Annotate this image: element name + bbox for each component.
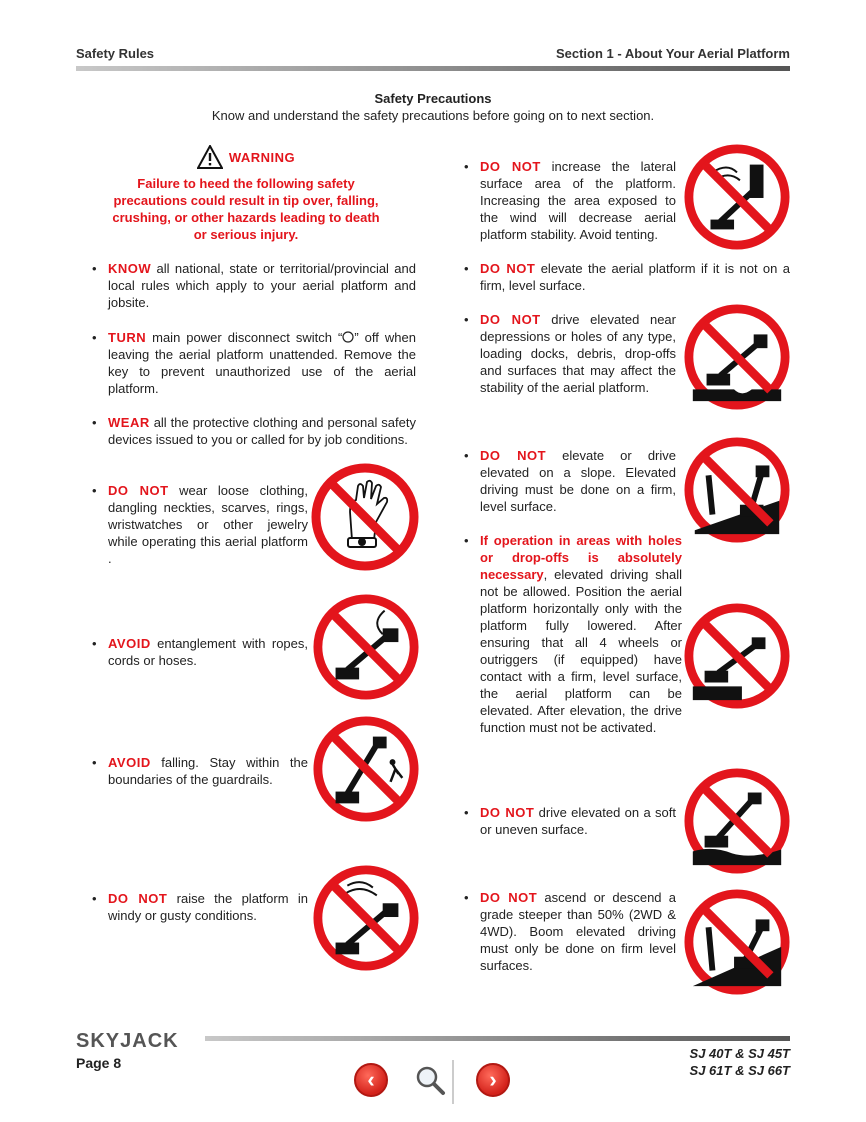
keyword: AVOID xyxy=(108,755,151,770)
no-soft-surface-sign-icon xyxy=(683,767,791,875)
list-item xyxy=(92,329,416,397)
drop-off-sign-icon xyxy=(683,602,791,710)
footer-rule xyxy=(205,1036,790,1041)
page-number: Page 8 xyxy=(76,1055,122,1071)
item-text: ascend or descend a grade steeper than 50% (2WD & 4WD). Boom elevated driving must only be done on firm level surfaces. xyxy=(480,890,676,973)
keyword: DO NOT xyxy=(480,159,541,174)
header-section-right: Section 1 - About Your Aerial Platform xyxy=(555,46,790,61)
keyword: DO NOT xyxy=(480,312,541,327)
list-item xyxy=(464,311,676,396)
list-item xyxy=(92,890,308,924)
no-tenting-sign-icon xyxy=(683,143,791,251)
keyword: WEAR xyxy=(108,415,150,430)
model-line-2: SJ 61T & SJ 66T xyxy=(689,1063,790,1078)
list-item xyxy=(464,447,676,515)
keyword: DO NOT xyxy=(480,448,547,463)
keyword: TURN xyxy=(108,330,147,345)
item-text: wear loose clothing, dangling neckties, scarves, rings, wristwatches or other jewelry while operating this aerial platform . xyxy=(108,483,308,566)
item-text: main power disconnect switch “ xyxy=(146,330,343,345)
bullet: • xyxy=(92,483,97,498)
no-falling-sign-icon xyxy=(312,715,420,823)
keyword: AVOID xyxy=(108,636,151,651)
warning-label: WARNING xyxy=(228,149,296,165)
keyword: KNOW xyxy=(108,261,152,276)
list-item xyxy=(464,804,676,838)
skyjack-logo: SKYJACK xyxy=(76,1030,179,1052)
bullet: • xyxy=(464,890,469,905)
bullet: • xyxy=(92,415,97,430)
no-windy-conditions-sign-icon xyxy=(312,864,420,972)
list-item xyxy=(464,158,677,243)
list-item xyxy=(92,635,308,669)
list-item xyxy=(464,532,682,736)
bullet: • xyxy=(464,261,469,276)
no-steep-grade-sign-icon xyxy=(683,888,791,996)
bullet: • xyxy=(92,636,97,651)
bullet: • xyxy=(464,533,469,548)
keyword: DO NOT xyxy=(108,891,168,906)
header-rule xyxy=(76,66,790,71)
keyword: DO NOT xyxy=(480,261,536,276)
no-entanglement-sign-icon xyxy=(312,593,420,701)
no-drive-near-holes-sign-icon xyxy=(683,303,791,411)
item-text: drive elevated near depressions or holes of any type, loading docks, debris, drop-offs and surfaces that may affect the stability of the aerial platform. xyxy=(480,312,676,395)
item-text: raise the platform in windy or gusty conditions. xyxy=(108,891,308,923)
keyword: DO NOT xyxy=(108,483,169,498)
list-item xyxy=(92,414,416,448)
keyword: DO NOT xyxy=(480,890,538,905)
keyword: DO NOT xyxy=(480,805,535,820)
bullet: • xyxy=(92,755,97,770)
model-line-1: SJ 40T & SJ 45T xyxy=(689,1046,790,1061)
list-item xyxy=(92,260,416,311)
no-jewelry-sign-icon xyxy=(310,462,420,572)
keyword: If operation in areas with holes or drop-offs is absolutely necessary xyxy=(480,533,682,582)
no-slope-sign-icon xyxy=(683,436,791,544)
item-text: increase the lateral surface area of the platform. Increasing the area exposed to the wind will decrease aerial platform stability. Avoid tenting. xyxy=(480,159,677,242)
item-text: drive elevated on a soft or uneven surface. xyxy=(480,805,676,837)
list-item xyxy=(92,482,308,567)
list-item xyxy=(92,754,308,788)
previous-page-button[interactable]: ‹ xyxy=(354,1063,388,1097)
bullet: • xyxy=(464,805,469,820)
list-item xyxy=(464,260,790,294)
bullet: • xyxy=(464,448,469,463)
item-text: elevate the aerial platform if it is not on a firm, level surface. xyxy=(480,261,790,293)
list-item xyxy=(464,889,676,974)
item-text: all national, state or territorial/provincial and local rules which apply to your aerial platform and jobsite. xyxy=(108,261,416,310)
item-text: elevate or drive elevated on a slope. Elevated driving must be done on a firm, level surface. xyxy=(480,448,676,514)
page-subtitle: Know and understand the safety precautions before going on to next section. xyxy=(211,108,655,123)
search-button[interactable] xyxy=(410,1060,454,1104)
magnifier-icon xyxy=(410,1060,450,1100)
bullet: • xyxy=(464,159,469,174)
bullet: • xyxy=(92,261,97,276)
bullet: • xyxy=(92,891,97,906)
header-section-left: Safety Rules xyxy=(76,46,155,61)
item-text: all the protective clothing and personal safety devices issued to you or called for by job conditions. xyxy=(108,415,416,447)
item-text: entanglement with ropes, cords or hoses. xyxy=(108,636,308,668)
item-text: falling. Stay within the boundaries of the guardrails. xyxy=(108,755,308,787)
power-off-circle-icon xyxy=(342,331,354,343)
bullet: • xyxy=(92,330,97,345)
item-text-cont: ” off when leaving the aerial platform unattended. Remove the key to prevent unauthorized use of the aerial platform. xyxy=(108,330,416,396)
warning-box xyxy=(106,145,386,243)
next-page-button[interactable]: › xyxy=(476,1063,510,1097)
bullet: • xyxy=(464,312,469,327)
warning-triangle-icon xyxy=(197,145,223,169)
page-title: Safety Precautions xyxy=(374,91,492,106)
warning-text: Failure to heed the following safety precautions could result in tip over, falling, crushing, or other hazards leading to death or serious injury. xyxy=(112,176,380,242)
item-text: , elevated driving shall not be allowed. Position the aerial platform horizontally only with the platform fully lowered. After ensuring that all 4 wheels or outriggers (if equipped) have contact with a firm, level surface, the aerial platform can be elevated. After elevation, the drive function must not be activated. xyxy=(480,567,682,735)
